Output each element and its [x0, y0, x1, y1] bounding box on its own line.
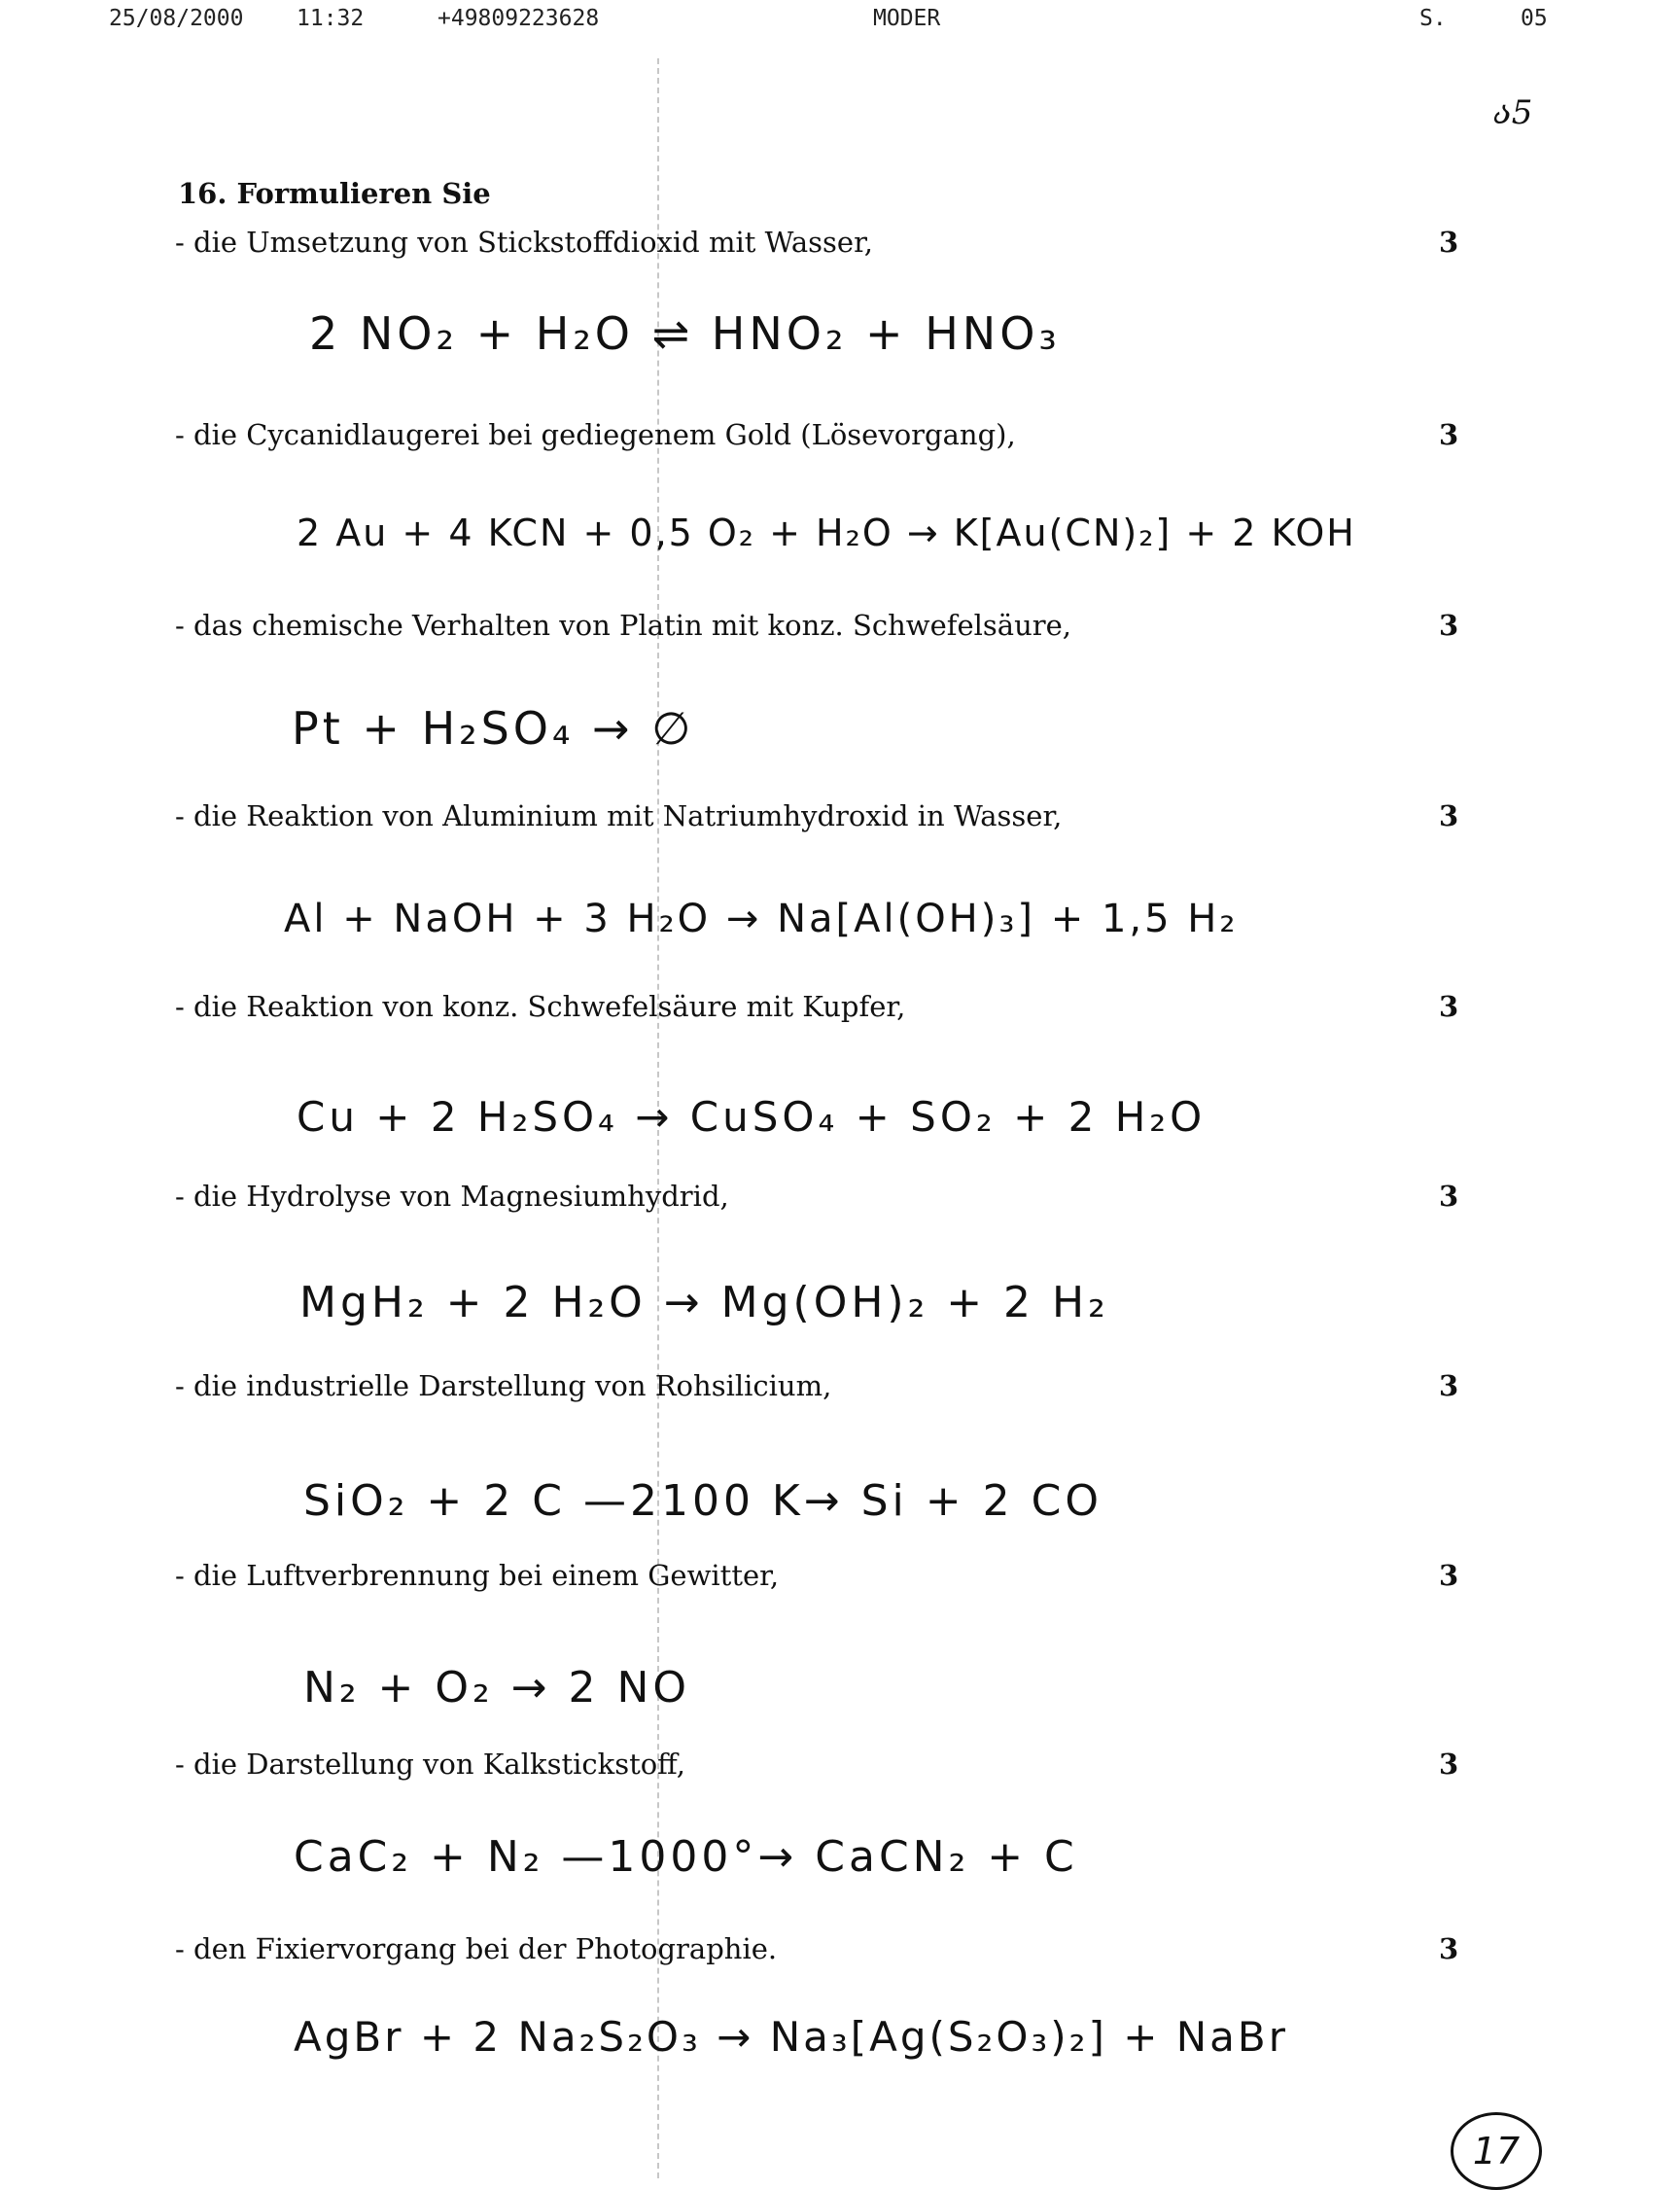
fax-page-number: 05 [1521, 6, 1548, 31]
task-row [175, 990, 1458, 1029]
handwritten-answer: SiO₂ + 2 C —2100 K→ Si + 2 CO [303, 1476, 1102, 1526]
task-points: 3 [1439, 1932, 1459, 1965]
score-stamp: 17 [1451, 2112, 1542, 2190]
task-text: - die industrielle Darstellung von Rohsilicium, [175, 1369, 832, 1402]
task-row [175, 418, 1458, 457]
task-row [175, 1748, 1458, 1786]
task-points: 3 [1439, 1559, 1459, 1592]
task-points: 3 [1439, 226, 1459, 259]
task-text: - die Darstellung von Kalkstickstoff, [175, 1748, 685, 1781]
task-points: 3 [1439, 799, 1459, 832]
task-text: - die Cycanidlaugerei bei gediegenem Gold (Lösevorgang), [175, 418, 1016, 451]
task-row [175, 1369, 1458, 1408]
question-title: 16. Formulieren Sie [178, 177, 491, 210]
task-text: - die Reaktion von Aluminium mit Natriumhydroxid in Wasser, [175, 799, 1063, 832]
task-points: 3 [1439, 990, 1459, 1023]
task-row [175, 1932, 1458, 1971]
task-text: - die Reaktion von konz. Schwefelsäure mit Kupfer, [175, 990, 906, 1023]
task-points: 3 [1439, 1180, 1459, 1213]
task-text: - die Umsetzung von Stickstoffdioxid mit Wasser, [175, 226, 873, 259]
handwritten-answer: Cu + 2 H₂SO₄ → CuSO₄ + SO₂ + 2 H₂O [297, 1093, 1207, 1141]
task-points: 3 [1439, 418, 1459, 451]
handwritten-answer: AgBr + 2 Na₂S₂O₃ → Na₃[Ag(S₂O₃)₂] + NaBr [294, 2013, 1288, 2061]
handwritten-page-mark: ა5 [1493, 93, 1533, 132]
task-text: - die Luftverbrennung bei einem Gewitter, [175, 1559, 780, 1592]
task-row [175, 609, 1458, 648]
task-points: 3 [1439, 1748, 1459, 1781]
handwritten-answer: Al + NaOH + 3 H₂O → Na[Al(OH)₃] + 1,5 H₂ [284, 897, 1239, 941]
fax-time: 11:32 [297, 6, 365, 31]
handwritten-answer: N₂ + O₂ → 2 NO [303, 1663, 691, 1713]
fax-page-label: S. [1419, 6, 1447, 31]
task-row [175, 1180, 1458, 1219]
fax-phone: +49809223628 [438, 6, 600, 31]
handwritten-answer: Pt + H₂SO₄ → ∅ [292, 702, 695, 755]
fax-sender: MODER [873, 6, 941, 31]
task-points: 3 [1439, 609, 1459, 642]
task-points: 3 [1439, 1369, 1459, 1402]
handwritten-answer: MgH₂ + 2 H₂O → Mg(OH)₂ + 2 H₂ [299, 1278, 1109, 1327]
handwritten-answer: 2 Au + 4 KCN + 0,5 O₂ + H₂O → K[Au(CN)₂] + 2 KOH [297, 512, 1356, 554]
task-row [175, 226, 1458, 265]
task-text: - die Hydrolyse von Magnesiumhydrid, [175, 1180, 729, 1213]
handwritten-answer: 2 NO₂ + H₂O ⇌ HNO₂ + HNO₃ [309, 307, 1061, 360]
task-text: - das chemische Verhalten von Platin mit konz. Schwefelsäure, [175, 609, 1072, 642]
handwritten-answer: CaC₂ + N₂ —1000°→ CaCN₂ + C [294, 1832, 1078, 1882]
task-row [175, 799, 1458, 838]
task-row [175, 1559, 1458, 1598]
fax-date: 25/08/2000 [109, 6, 244, 31]
task-text: - den Fixiervorgang bei der Photographie. [175, 1932, 778, 1965]
fax-header [0, 4, 1680, 39]
